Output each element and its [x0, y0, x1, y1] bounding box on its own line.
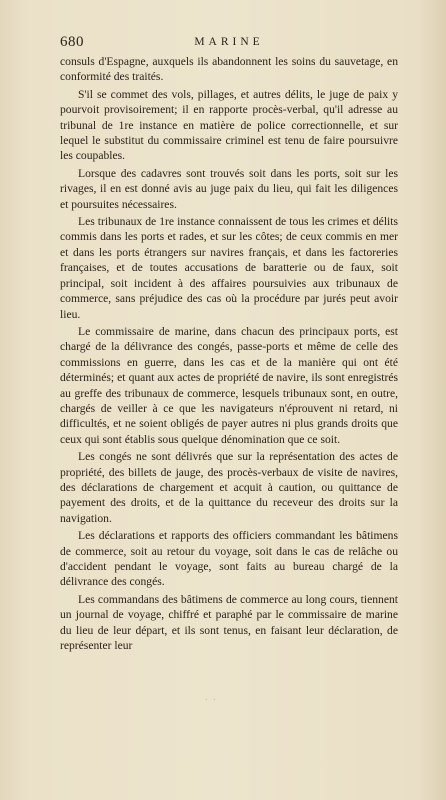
paragraph-cadavres: Lorsque des cadavres sont trouvés soit dans les ports, soit sur les rivages, il en est donné avis au juge paix du lieu, qui fait les diligences et poursuites nécessaires. [60, 166, 398, 211]
page-header [60, 34, 398, 54]
paragraph-conges: Les congés ne sont délivrés que sur la représentation des actes de propriété, des billets de jauge, des procès-verbaux de visite de navires, des déclarations de chargement et acquit à caution, ou quittance de payement des droits, et de la quittance du receveur des droits sur la navigation. [60, 450, 398, 525]
paragraph-vols-pillages: S'il se commet des vols, pillages, et autres délits, le juge de paix y pourvoit provisoirement; il en rapporte procès-verbal, qu'il adresse au tribunal de 1re instance en matière de police correctionnelle, et sur lequel le substitut du commissaire criminel est tenu de faire poursuivre les coupables. [60, 87, 398, 163]
page-body [60, 54, 398, 655]
paragraph-tribunaux: Les tribunaux de 1re instance connaissent de tous les crimes et délits commis dans les ports et rades, et sur les côtes; de ceux commis en mer et dans les ports étrangers sur navires français, et dans les factoreries françaises, et de toutes accusations de baratterie ou de faux, soit principal, soit incident à des affaires poursuivies aux tribunaux de commerce, sans préjudice des cas où la procédure par jurés peut avoir lieu. [60, 215, 398, 321]
paragraph-commandans: Les commandans des bâtimens de commerce au long cours, tiennent un journal de voyage, chiffré et paraphé par le commissaire de marine du lieu de leur départ, et ils sont tenus, en faisant leur déclaration, de représenter leur [60, 592, 398, 653]
running-head: MARINE [194, 36, 264, 48]
paragraph-continuation: consuls d'Espagne, auxquels ils abandonnent les soins du sauvetage, en conformité des traités. [60, 55, 398, 84]
paragraph-declarations: Les déclarations et rapports des officiers commandant les bâtimens de commerce, soit au retour du voyage, soit dans le cas de relâche ou d'accident pendant le voyage, sont faits au bureau chargé de la délivrance des congés. [60, 529, 398, 589]
print-mark-ornament: · · [205, 696, 218, 704]
page-number: 680 [60, 34, 84, 50]
paragraph-commissaire: Le commissaire de marine, dans chacun des principaux ports, est chargé de la délivrance des congés, passe-ports et même de celle des commissions en guerre, dans les cas et de la manière qui ont été déterminés; et quant aux actes de propriété de navire, ils sont enregistrés au greffe des tribunaux de commerce, lesquels tribunaux sont, en outre, chargés de veiller à ce que les navigateurs n'éprouvent ni retard, ni difficultés, et ne soient obligés de payer autres ni plus grands droits que ceux qui sont établis sous quelque dénomination que ce soit. [60, 324, 398, 446]
